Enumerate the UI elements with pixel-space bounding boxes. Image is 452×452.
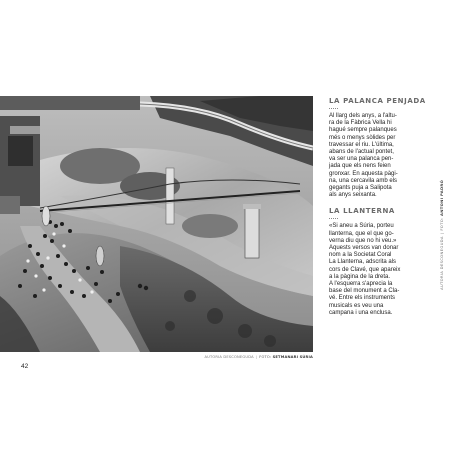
body-line: verna diu que no hi veu.» (329, 237, 397, 244)
body-line: vé. Entre els instruments (329, 295, 396, 302)
body-line: A l'esquerra s'aprecia la (329, 281, 393, 288)
section-palanca-penjada (329, 97, 429, 199)
caption-source: SETMANARI SÚRIA (272, 355, 313, 359)
photo-illustration (0, 96, 313, 352)
running-prefix: FOTO: (439, 217, 444, 231)
running-source: ANTONI PADRÓ (439, 179, 444, 216)
body-line: cors de Clavé, que apareix (329, 266, 401, 273)
body-line: campana i una enclusa. (329, 309, 393, 316)
section-title: LA LLANTERNA (329, 207, 395, 216)
body-line: més o menys sòlides per (329, 134, 396, 141)
body-line: Al llarg dels anys, a l'altu- (329, 113, 397, 119)
running-authorship: AUTORIA DESCONEGUDA (439, 236, 444, 290)
body-line: als anys seixanta. (329, 192, 377, 199)
body-line: base del monument a Cla- (329, 288, 400, 295)
body-line: travessar el riu. L'última, (329, 141, 394, 148)
body-line: gegants puja a Salipota (329, 185, 392, 192)
body-line: La Llanterna, adscrita als (329, 259, 397, 266)
section-body (329, 113, 429, 199)
section-title: LA PALANCA PENJADA (329, 97, 426, 105)
running-photo-credit (439, 180, 444, 290)
page-number: 42 (21, 363, 29, 370)
section-body (329, 223, 429, 317)
body-line: a la pàgina de la dreta. (329, 273, 391, 280)
body-line: musicals es veu una (329, 302, 384, 309)
body-line: hagué sempre palanques (329, 127, 397, 134)
text-column (329, 97, 429, 317)
body-line: Aquests versos van donar (329, 245, 399, 252)
title-rule (329, 108, 338, 109)
section-llanterna (329, 207, 429, 317)
body-line: abans de l'actual pontet, (329, 149, 394, 156)
body-line: «Si aneu a Súria, porteu (329, 223, 394, 230)
body-line: va ser una palanca pen- (329, 156, 394, 163)
title-rule (329, 218, 338, 219)
caption-separator: | (255, 355, 258, 359)
caption-authorship: AUTORIA DESCONEGUDA (204, 355, 254, 359)
body-line: nom a la Societat Coral (329, 252, 392, 259)
photo-caption (0, 355, 313, 359)
body-line: gronxar. En aquesta pàgi- (329, 170, 398, 177)
body-line: ra de la Fàbrica Vella hi (329, 120, 392, 127)
body-line: jada que els nens feien (329, 163, 391, 170)
body-line: llanterna, que el que go- (329, 230, 394, 237)
body-line: na, una cercavila amb els (329, 177, 398, 184)
historical-photo-suspension-bridge (0, 96, 313, 352)
caption-prefix: FOTO: (259, 355, 272, 359)
running-separator: | (439, 232, 444, 235)
